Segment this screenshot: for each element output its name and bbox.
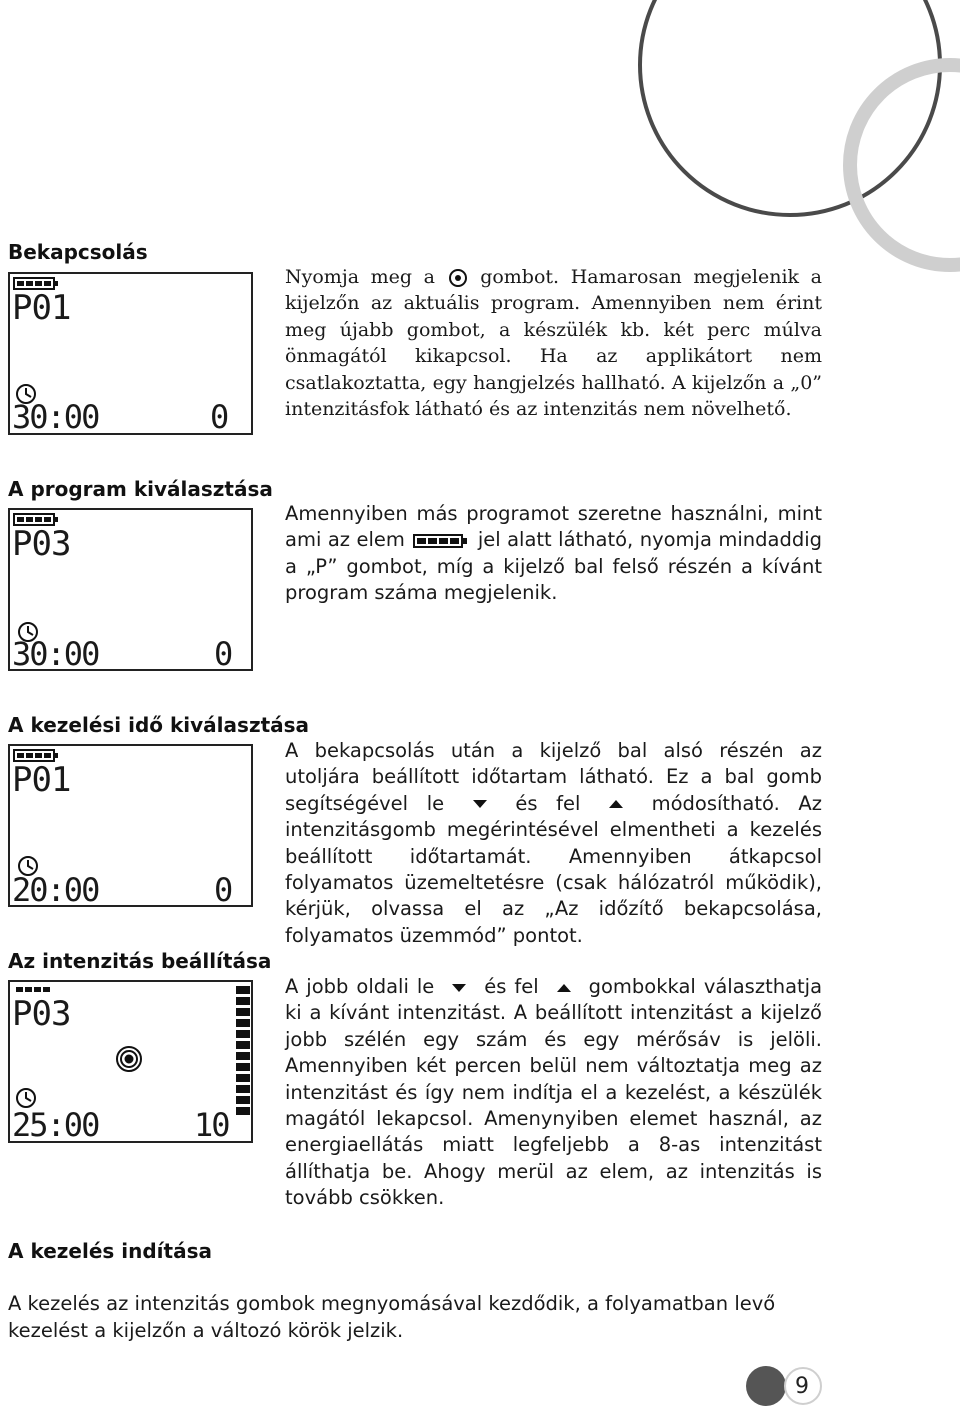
power-on-text-2: gombot. Hamarosan megjelenik a kijelzőn az aktuális program. Amennyiben nem érint meg újabb gombot, a készülék kb. két perc múlva önmagától kikapcsol. Ha az applikátort nem csatlakoztatta, egy hangjelzés hallható. A kijelzőn a „0” intenzitásfok látható és az intenzitás nem növelhető. (285, 266, 822, 421)
lcd-program: P03 (12, 994, 71, 1034)
power-on-text-1: Nyomja meg a (285, 266, 447, 288)
arrow-down-icon (463, 796, 497, 812)
arrow-up-icon (599, 796, 633, 812)
lcd-intensity: 10 (194, 1106, 229, 1144)
intensity-set-text-3: gombokkal választhatja ki a kívánt intenzitást. A beállított intenzitást a kijelző jobb szélén egy szám és egy mérősáv is jelöli. Amennyiben két percen belül nem változtatja meg az intenzitást és így nem indítja el a kezelést, a készülék magától lekapcsol. Amenynyiben elemet használ, az energiaellátás miatt legfeljebb a 8-as intenzitást állíthatja be. Ahogy merül az elem, az intenzitás is tovább csökken. (285, 975, 823, 1210)
section-title-time-select: A kezelési idő kiválasztása (8, 713, 310, 737)
section-title-intensity-set: Az intenzitás beállítása (8, 949, 272, 973)
lcd-display-intensity-set (8, 980, 253, 1143)
arrow-up-icon (547, 980, 581, 996)
lcd-time: 30:00 (12, 398, 99, 436)
intensity-set-text-1: A jobb oldali le (285, 975, 435, 998)
decorative-circles (600, 0, 960, 280)
time-select-text (285, 738, 822, 949)
page-number: 9 (795, 1374, 809, 1399)
power-on-text (285, 264, 822, 422)
battery-icon (411, 531, 471, 551)
program-select-text (285, 501, 822, 607)
program-select-text-2: jel alatt látható, nyomja mindaddig a „P” gombot, míg a kijelző bal felső részén a kívánt program száma megjelenik. (285, 528, 823, 605)
lcd-display-program-select (8, 508, 253, 671)
time-select-text-1: A bekapcsolás után a kijelző bal alsó részén az utoljára beállított időtartam látható. Ez a bal gomb segítségével le (285, 739, 822, 815)
clock-icon (17, 1089, 35, 1107)
lcd-intensity: 0 (214, 871, 234, 909)
lcd-display-power-on (8, 272, 253, 435)
section-title-start-treatment: A kezelés indítása (8, 1239, 212, 1263)
treatment-circles-icon (117, 1047, 141, 1071)
section-title-power-on: Bekapcsolás (8, 240, 148, 264)
time-select-text-3: módosítható. Az intenzitásgomb megérintésével elmentheti a kezelés beállított időtartamát. Amennyiben átkapcsol folyamatos üzemeltetésre (csak hálózatról működik), kérjük, olvassa el az „Az időzítő bekapcsolása, folyamatos üzemmód” pontot. (285, 791, 822, 947)
lcd-display-time-select (8, 744, 253, 907)
intensity-level-bar (236, 986, 250, 1115)
lcd-program: P03 (12, 524, 71, 564)
lcd-time: 20:00 (12, 871, 99, 909)
lcd-intensity: 0 (214, 635, 234, 673)
section-title-program-select: A program kiválasztása (8, 477, 273, 501)
lcd-time: 25:00 (12, 1106, 99, 1144)
lcd-program: P01 (12, 760, 71, 800)
intensity-set-text (285, 974, 822, 1212)
intensity-set-text-2: és fel (484, 975, 539, 998)
lcd-program: P01 (12, 288, 71, 328)
arrow-down-icon (442, 980, 476, 996)
lcd-time: 30:00 (12, 635, 99, 673)
time-select-text-2: és fel (515, 791, 581, 815)
start-treatment-text: A kezelés az intenzitás gombok megnyomásával kezdődik, a folyamatban levő kezelést a kijelzőn a változó körök jelzik. (8, 1292, 776, 1342)
power-button-icon (447, 267, 469, 289)
battery-segments-icon (16, 987, 50, 992)
lcd-intensity: 0 (210, 398, 230, 436)
program-select-text-1: Amennyiben más programot szeretne használni, mint ami az elem (285, 502, 822, 552)
